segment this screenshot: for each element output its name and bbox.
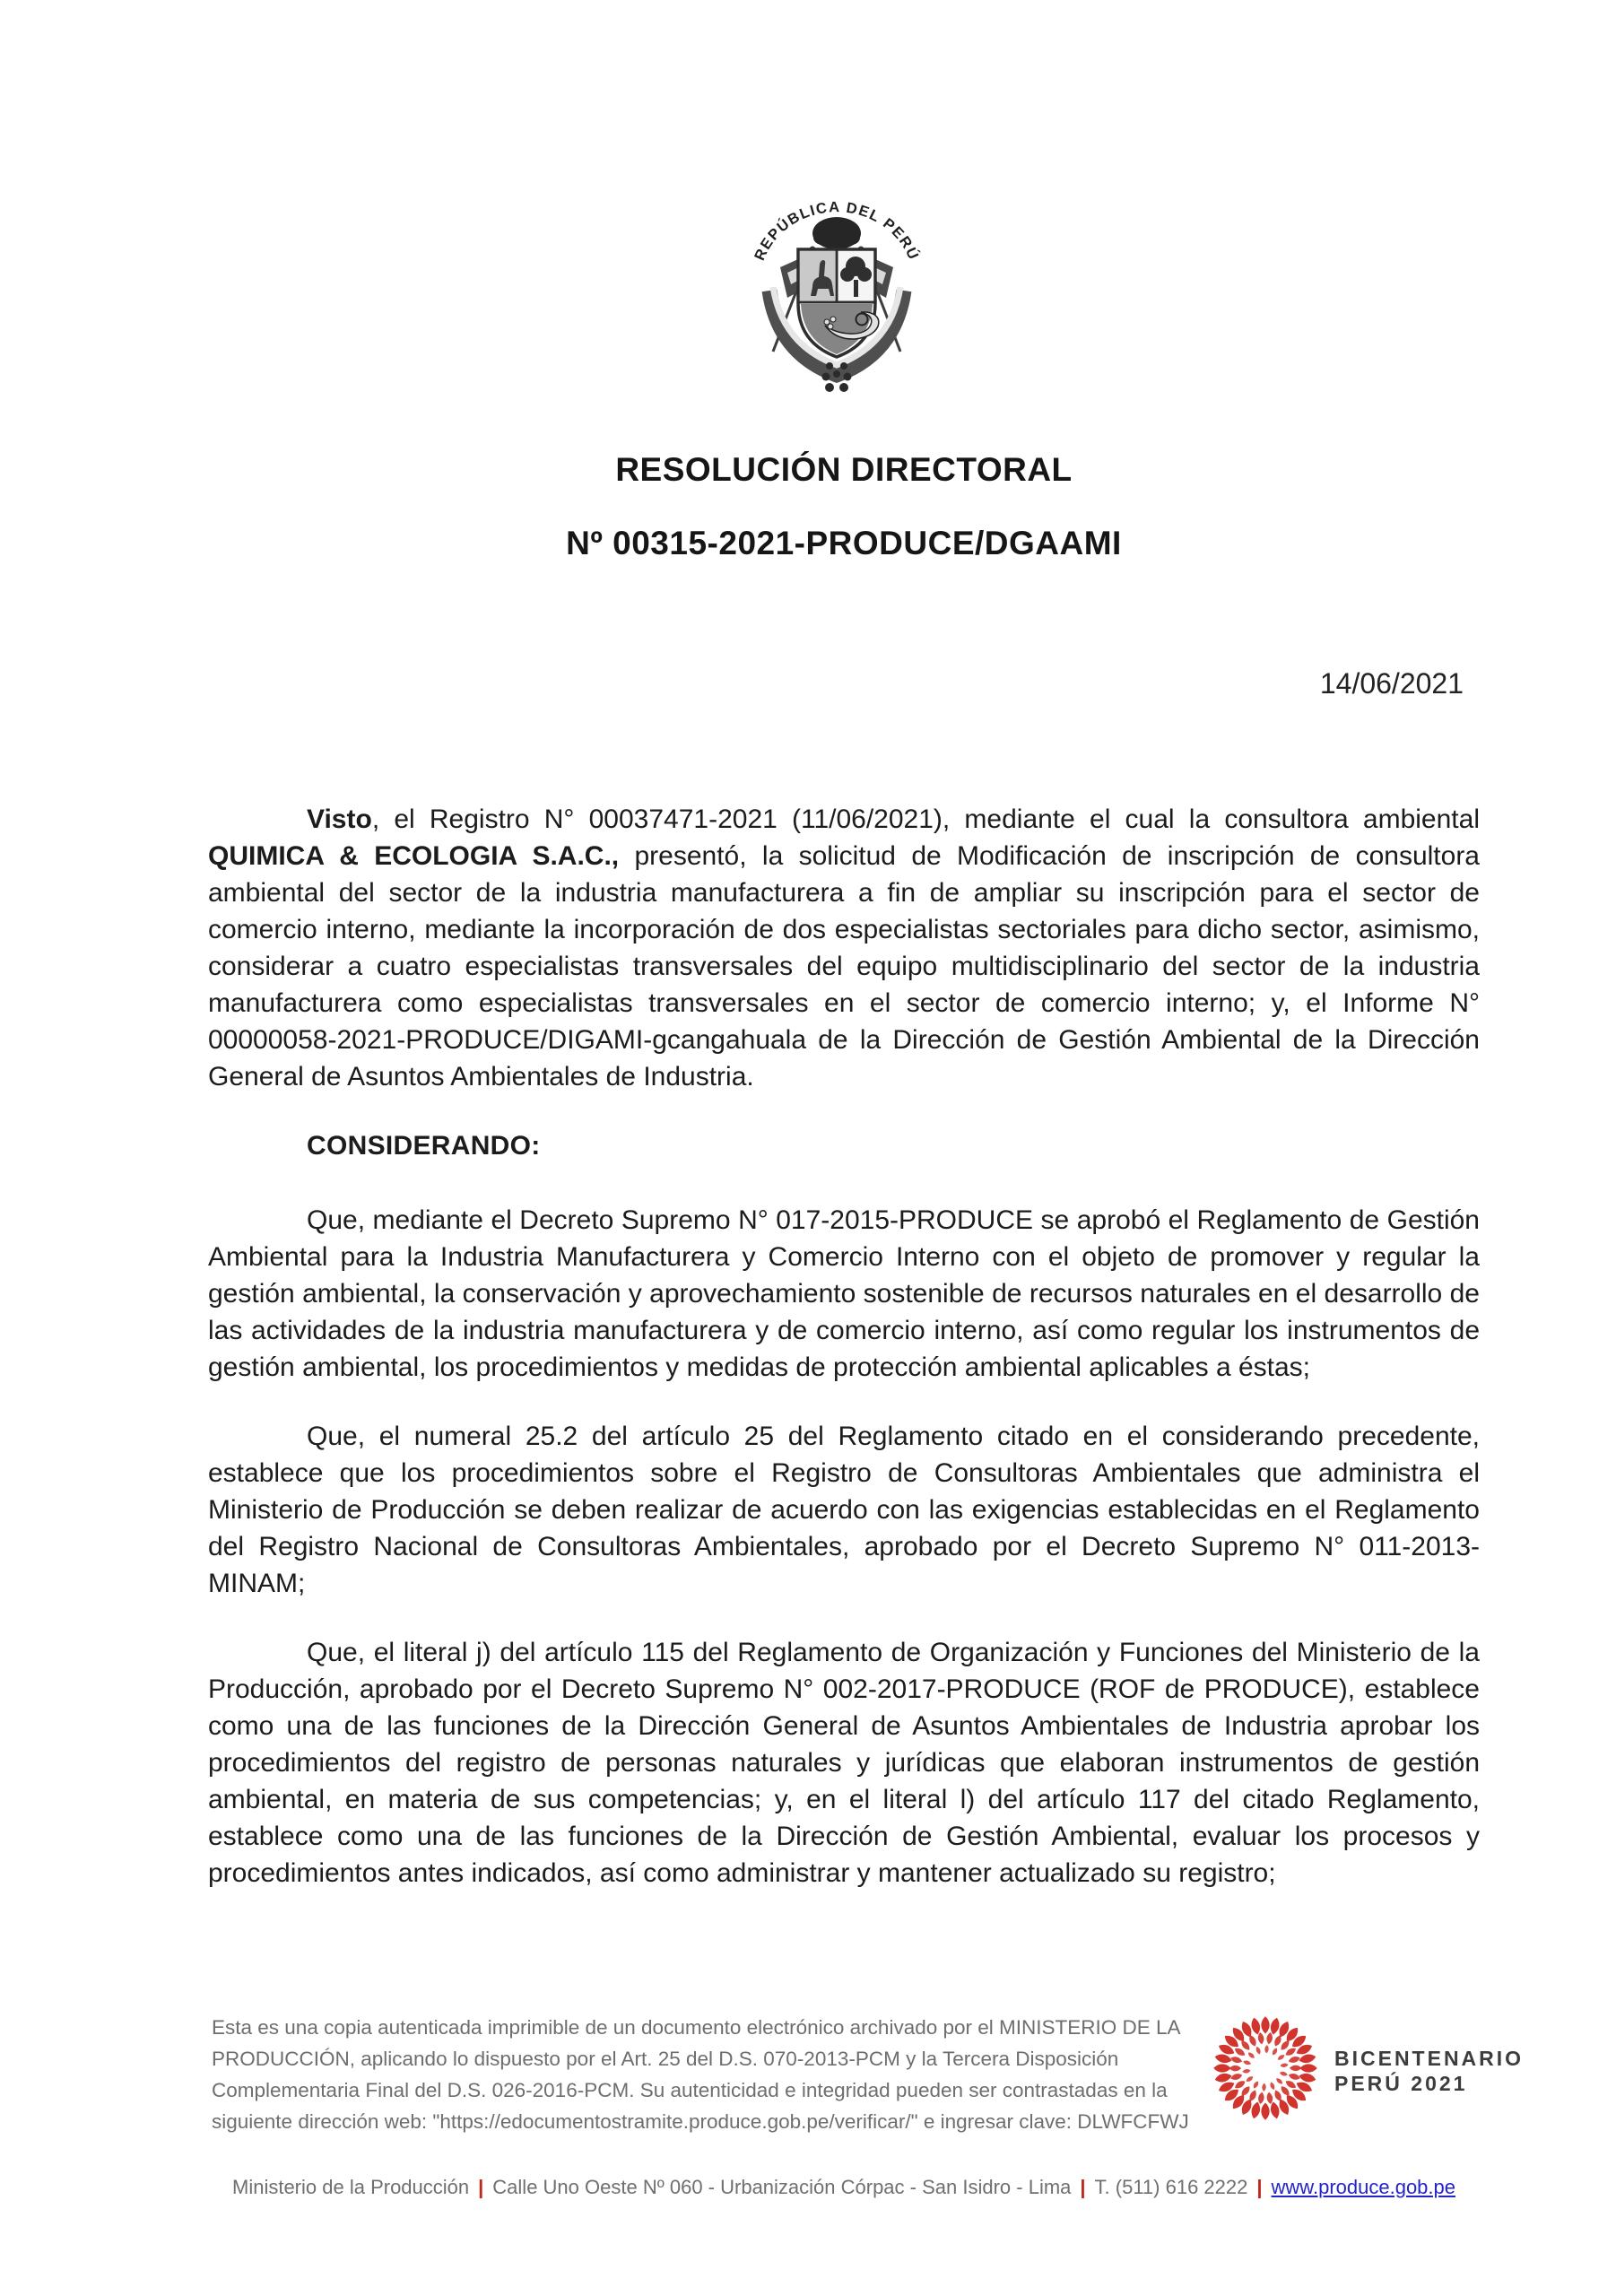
footer-website-link[interactable]: www.produce.gob.pe [1271,2176,1455,2198]
visto-keyword: Visto [307,804,372,834]
authentication-note: Esta es una copia autenticada imprimible de un documento electrónico archivado por el MINISTERIO DE LA PRODUCCIÓN, aplicando lo dispuesto por el Art. 25 del D.S. 070-2013-PCM y la Tercera Disposición Complementaria Final del D.S. 026-2016-PCM. Su autenticidad e integridad pueden ser contrastadas en la siguiente dirección web: "https://edocumentostramite.produce.gob.pe/verificar/" e ingresar clave: DLWFCFWJ [212,2016,1189,2133]
document-date: 14/06/2021 [1319,667,1464,700]
considerando-paragraph-3: Que, el literal j) del artículo 115 del Reglamento de Organización y Funciones del Ministerio de la Producción, aprobado por el Decreto Supremo N° 002-2017-PRODUCE (ROF de PRODUCE), establece como una de las funciones de la Dirección General de Asuntos Ambientales de Industria aprobar los procedimientos del registro de personas naturales y jurídicas que elaboran instrumentos de gestión ambiental, en materia de sus competencias; y, en el literal l) del artículo 117 del citado Reglamento, establece como una de las funciones de la Dirección de Gestión Ambiental, evaluar los procesos y procedimientos antes indicados, así como administrar y mantener actualizado su registro; [208,1638,1480,1888]
bicentenario-sunburst-icon [1212,2015,1318,2121]
document-body [208,801,1480,1924]
bicentenario-logo [1212,2015,1589,2132]
bicentenario-line2: PERÚ 2021 [1334,2072,1468,2095]
considerando-paragraph-1: Que, mediante el Decreto Supremo N° 017-2015-PRODUCE se aprobó el Reglamento de Gestión Ambiental para la Industria Manufacturera y Comercio Interno con el objeto de promover y regular la gestión ambiental, la conservación y aprovechamiento sostenible de recursos naturales en el desarrollo de las actividades de la industria manufacturera y de comercio interno, así como regular los instrumentos de gestión ambiental, los procedimientos y medidas de protección ambiental aplicables a éstas; [208,1205,1480,1382]
footer-separator: | [478,2176,484,2198]
document-title: RESOLUCIÓN DIRECTORAL [615,451,1073,488]
footer-ministry: Ministerio de la Producción [232,2176,470,2198]
footer-separator: | [1080,2176,1086,2198]
laurel-crown-icon [812,217,861,249]
bicentenario-text [1334,2046,1524,2096]
footer-address-line [208,2176,1480,2199]
bicentenario-line1: BICENTENARIO [1334,2047,1525,2070]
visto-paragraph: Visto, el Registro N° 00037471-2021 (11/06/2021), mediante el cual la consultora ambiental QUIMICA & ECOLOGIA S.A.C., presentó, la solicitud de Modificación de inscripción de consultora ambiental del sector de la industria manufacturera a fin de ampliar su inscripción para el sector de comercio interno, mediante la incorporación de dos especialistas sectoriales para dicho sector, asimismo, considerar a cuatro especialistas transversales del equipo multidisciplinario del sector de la industria manufacturera como especialistas transversales en el sector de comercio interno; y, el Informe N° 00000058-2021-PRODUCE/DIGAMI-gcangahuala de la Dirección de Gestión Ambiental de la Dirección General de Asuntos Ambientales de Industria. [208,804,1480,1091]
company-name: QUIMICA & ECOLOGIA S.A.C., [208,841,620,871]
considerando-paragraph-2: Que, el numeral 25.2 del artículo 25 del Reglamento citado en el considerando precedente, establece que los procedimientos sobre el Registro de Consultoras Ambientales que administra el Ministerio de Producción se deben realizar de acuerdo con las exigencias establecidas en el Reglamento del Registro Nacional de Consultoras Ambientales, aprobado por el Decreto Supremo N° 011-2013-MINAM; [208,1422,1480,1598]
emblem-arc-text: REPÚBLICA DEL PERÚ [752,199,922,264]
considerando-heading: CONSIDERANDO: [307,1131,541,1161]
document-number: Nº 00315-2021-PRODUCE/DGAAMI [566,525,1122,561]
footer-street: Calle Uno Oeste Nº 060 - Urbanización Córpac - San Isidro - Lima [492,2176,1072,2198]
footer-separator: | [1256,2176,1263,2198]
peru-coat-of-arms [734,167,940,402]
peru-coat-of-arms-icon [734,167,940,402]
footer-phone: T. (511) 616 2222 [1094,2176,1248,2198]
